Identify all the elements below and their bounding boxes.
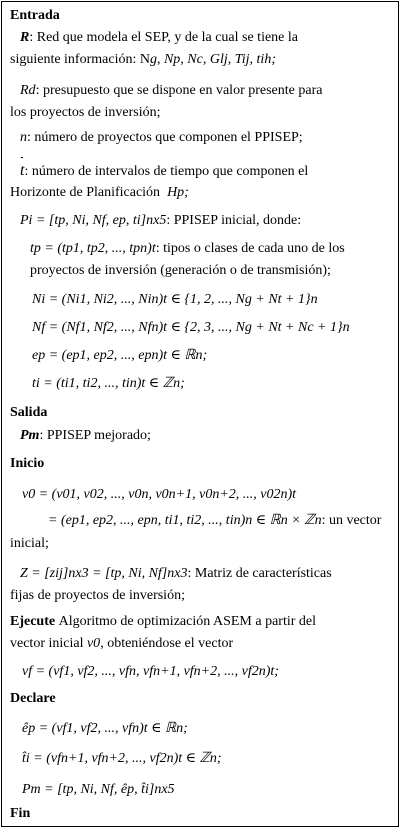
input-tp-line2: proyectos de inversión (generación o de transmisión);	[30, 263, 331, 278]
input-r-line2: siguiente información: Ng, Np, Nc, Glj, Tij, tih;	[10, 52, 276, 67]
section-inicio: Inicio	[10, 456, 45, 471]
input-rd-line1: Rd: presupuesto que se dispone en valor presente para	[20, 83, 323, 98]
ejecute-line1: Ejecute Algoritmo de optimización ASEM a partir del	[10, 614, 316, 629]
input-ep-line: ep = (ep1, ep2, ..., epn)t ∈ ℝn;	[32, 348, 208, 363]
ejecute-line2: vector inicial v0, obteniéndose el vector	[10, 636, 234, 651]
input-pi-line: Pi = [tp, Ni, Nf, ep, ti]nx5: PPISEP inicial, donde:	[20, 213, 302, 228]
input-ti-line: ti = (ti1, ti2, ..., tin)t ∈ ℤn;	[32, 376, 185, 391]
algorithm-box	[1, 1, 399, 827]
ejecute-vf-line: vf = (vf1, vf2, ..., vfn, vfn+1, vfn+2, ..., vf2n)t;	[22, 664, 279, 679]
declare-ti-line: t̂i = (vfn+1, vfn+2, ..., vf2n)t ∈ ℤn;	[22, 751, 222, 766]
input-ni-line: Ni = (Ni1, Ni2, ..., Nin)t ∈ {1, 2, ..., Ng + Nt + 1}n	[32, 292, 318, 307]
declare-ep-line: êp = (vf1, vf2, ..., vfn)t ∈ ℝn;	[22, 721, 188, 736]
inicio-v0-line3: inicial;	[10, 536, 49, 551]
input-r-line1: R: Red que modela el SEP, y de la cual se tiene la	[20, 30, 298, 45]
input-tp-line1: tp = (tp1, tp2, ..., tpn)t: tipos o clases de cada uno de los	[30, 241, 345, 256]
section-declare: Declare	[10, 691, 56, 706]
input-t-line1: t: número de intervalos de tiempo que componen el	[20, 160, 308, 183]
section-fin: Fin	[10, 806, 31, 821]
input-n-line: n: número de proyectos que componen el PPISEP;	[20, 130, 303, 145]
input-nf-line: Nf = (Nf1, Nf2, ..., Nfn)t ∈ {2, 3, ..., Ng + Nt + Nc + 1}n	[32, 320, 350, 335]
inicio-v0-line2: = (ep1, ep2, ..., epn, ti1, ti2, ..., tin)n ∈ ℝn × ℤn: un vector	[48, 513, 382, 528]
section-salida: Salida	[10, 405, 48, 420]
inicio-v0-line1: v0 = (v01, v02, ..., v0n, v0n+1, v0n+2, ..., v02n)t	[22, 487, 297, 502]
declare-pm-line: Pm = [tp, Ni, Nf, êp, t̂i]nx5	[22, 782, 175, 797]
input-rd-line2: los proyectos de inversión;	[10, 105, 161, 120]
inicio-z-line2: fijas de proyectos de inversión;	[10, 588, 185, 603]
input-t-line2: Horizonte de Planificación Hp;	[10, 185, 189, 200]
output-pm-line: Pm: PPISEP mejorado;	[20, 428, 151, 443]
section-entrada: Entrada	[10, 8, 60, 23]
inicio-z-line1: Z = [zij]nx3 = [tp, Ni, Nf]nx3: Matriz de características	[20, 566, 332, 581]
